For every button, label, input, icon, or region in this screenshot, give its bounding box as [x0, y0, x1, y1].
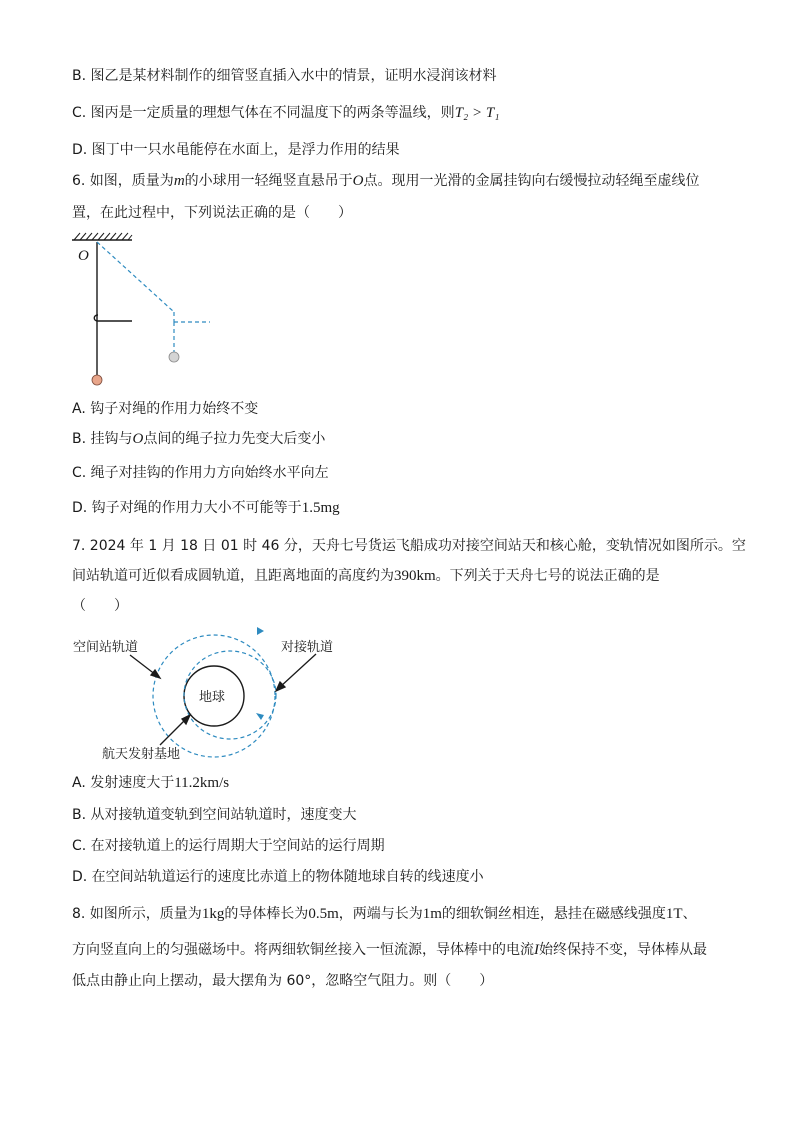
ball: [92, 375, 102, 385]
q6-option-c: C. 绳子对挂钩的作用力方向始终水平向左: [72, 465, 329, 481]
q6-text: 的小球用一轻绳竖直悬吊于: [184, 173, 353, 189]
docking-orbit: [184, 651, 276, 739]
station-orbit-label: 空间站轨道: [73, 640, 139, 655]
q8-text: 8. 如图所示，质量为: [72, 906, 202, 922]
q6-point-symbol: O: [352, 173, 364, 189]
q6-option-d: [72, 498, 340, 518]
earth-label: 地球: [199, 690, 226, 705]
q6-stem-line1: [72, 171, 700, 191]
launch-base-label: 航天发射基地: [102, 747, 181, 762]
q5-option-c-math: T₂ > T₁: [454, 105, 500, 121]
q8-length-value: 0.5m: [308, 906, 339, 922]
q7-stem-line3: （ ）: [72, 598, 128, 614]
q5-option-b: B. 图乙是某材料制作的细管竖直插入水中的情景，证明水浸润该材料: [72, 68, 497, 84]
q7-text: 。下列关于天舟七号的说法正确的是: [435, 568, 660, 584]
point-o-label: O: [78, 248, 89, 264]
q8-wire-length-value: 1m: [422, 906, 442, 922]
q6-option-b: [72, 429, 325, 449]
ceiling-hatch: [72, 233, 132, 240]
q6-option-a: A. 钩子对绳的作用力始终不变: [72, 401, 259, 417]
q6-hook-rope-figure: [70, 230, 220, 390]
q6-mass-symbol: m: [173, 173, 185, 189]
q8-mass-value: 1kg: [201, 906, 225, 922]
q6-option-b-text: 点间的绳子拉力先变大后变小: [143, 431, 326, 447]
q7-option-a: [72, 773, 229, 793]
q6-text: 点。现用一光滑的金属挂钩向右缓慢拉动轻绳至虚线位: [363, 173, 700, 189]
q7-option-b: B. 从对接轨道变轨到空间站轨道时，速度变大: [72, 807, 357, 823]
orbit-arrow-right: [256, 713, 264, 720]
q6-stem-line2: 置，在此过程中，下列说法正确的是（ ）: [72, 205, 352, 221]
q7-option-c: C. 在对接轨道上的运行周期大于空间站的运行周期: [72, 838, 385, 854]
q6-option-b-text: B. 挂钩与: [72, 431, 133, 447]
q8-field-value: 1T: [665, 906, 683, 922]
q7-text: 间站轨道可近似看成圆轨道，且距离地面的高度约为: [72, 568, 394, 584]
q6-text: 6. 如图，质量为: [72, 173, 174, 189]
docking-orbit-label: 对接轨道: [281, 640, 334, 655]
q8-text: ，两端与长为: [338, 906, 423, 922]
q8-stem-line2: [72, 940, 707, 960]
q7-option-d: D. 在空间站轨道运行的速度比赤道上的物体随地球自转的线速度小: [72, 869, 484, 885]
orbit-arrow-top: [257, 627, 264, 635]
q7-stem-line1: 7. 2024 年 1 月 18 日 01 时 46 分，天舟七号货运飞船成功对接空间站天和核心舱，变轨情况如图所示。空: [72, 538, 746, 554]
q8-current-symbol: I: [534, 942, 539, 958]
q8-text: 始终保持不变，导体棒从最: [539, 942, 707, 958]
q8-text: 的导体棒长为: [224, 906, 309, 922]
q8-text: 方向竖直向上的匀强磁场中。将两细软铜丝接入一恒流源，导体棒中的电流: [72, 942, 534, 958]
q5-option-c-text: C. 图丙是一定质量的理想气体在不同温度下的两条等温线，则: [72, 105, 455, 121]
dashed-final-position: [97, 242, 210, 352]
q6-option-d-text: D. 钩子对绳的作用力大小不可能等于: [72, 500, 302, 516]
q8-stem-line3: 低点由静止向上摆动，最大摆角为 60°，忽略空气阻力。则（ ）: [72, 973, 494, 989]
q5-option-d: D. 图丁中一只水黾能停在水面上，是浮力作用的结果: [72, 142, 400, 158]
q7-stem-line2: [72, 566, 660, 586]
q7-option-a-math: 11.2km/s: [174, 775, 230, 791]
q8-text: 的细软铜丝相连，悬挂在磁感线强度: [441, 906, 666, 922]
q7-orbit-figure: [68, 625, 358, 765]
dashed-ball: [169, 352, 179, 362]
q6-option-b-point: O: [132, 431, 144, 447]
q7-height-value: 390km: [394, 568, 436, 584]
q5-option-c: [72, 103, 499, 123]
q8-text: 、: [682, 906, 697, 922]
q8-stem-line1: [72, 904, 697, 924]
hook: [94, 315, 132, 321]
q7-option-a-text: A. 发射速度大于: [72, 775, 175, 791]
q6-option-d-math: 1.5mg: [301, 500, 340, 516]
